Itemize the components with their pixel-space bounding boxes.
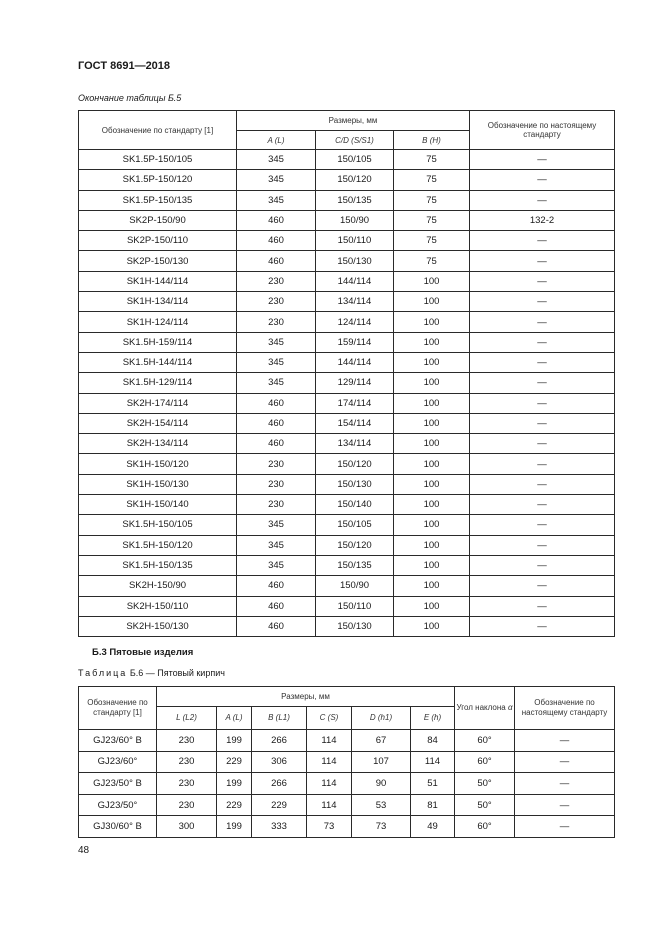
table-cell: 124/114 [316, 312, 394, 332]
table-cell: 230 [237, 292, 316, 312]
table-cell: 100 [394, 515, 470, 535]
table-cell: — [470, 474, 615, 494]
table-cell: 460 [237, 251, 316, 271]
table-row [79, 190, 615, 210]
table-row [79, 393, 615, 413]
table-cell: SK2H-174/114 [79, 393, 237, 413]
table-row [79, 474, 615, 494]
table-cell: — [470, 312, 615, 332]
table-cell: 75 [394, 231, 470, 251]
table-row [79, 794, 615, 816]
table-row [79, 373, 615, 393]
header-sizes: Размеры, мм [237, 111, 470, 131]
table-cell: 100 [394, 434, 470, 454]
table-cell: — [470, 413, 615, 433]
document-title: ГОСТ 8691—2018 [78, 60, 171, 72]
table-cell: 144/114 [316, 271, 394, 291]
table-cell: — [470, 150, 615, 170]
table-cell: 159/114 [316, 332, 394, 352]
table-cell: 73 [352, 816, 411, 838]
table-cell: 345 [237, 150, 316, 170]
table-cell: 114 [307, 794, 352, 816]
table-row [79, 292, 615, 312]
table-cell: 100 [394, 596, 470, 616]
header-b: B (H) [394, 131, 470, 150]
table-cell: SK1H-124/114 [79, 312, 237, 332]
table-cell: 345 [237, 332, 316, 352]
table-cell: 266 [252, 730, 307, 752]
table-cell: — [470, 576, 615, 596]
table-cell: 150/105 [316, 515, 394, 535]
table-cell: 230 [157, 773, 217, 795]
table-cell: 230 [237, 474, 316, 494]
table-cell: 150/130 [316, 474, 394, 494]
table-cell: 49 [411, 816, 455, 838]
table-cell: SK1H-134/114 [79, 292, 237, 312]
table-row [79, 596, 615, 616]
table-cell: 114 [411, 751, 455, 773]
table-cell: 100 [394, 373, 470, 393]
table-cell: 114 [307, 751, 352, 773]
table-cell: SK1.5H-159/114 [79, 332, 237, 352]
header-angle-symbol: α [507, 703, 513, 712]
table-cell: 75 [394, 190, 470, 210]
table-cell: 154/114 [316, 413, 394, 433]
table-cell: 100 [394, 352, 470, 372]
table-cell: 75 [394, 251, 470, 271]
table-cell: — [470, 332, 615, 352]
table-cell: 75 [394, 210, 470, 230]
table-cell: 199 [217, 773, 252, 795]
table-cell: — [470, 190, 615, 210]
table-row [79, 170, 615, 190]
table-cell: GJ30/60° B [79, 816, 157, 838]
table-cell: SK2P-150/130 [79, 251, 237, 271]
table-cell: 460 [237, 210, 316, 230]
table-cell: 150/120 [316, 535, 394, 555]
table-cell: 100 [394, 393, 470, 413]
table-cell: 73 [307, 816, 352, 838]
table-cell: 134/114 [316, 434, 394, 454]
table-cell: 230 [237, 312, 316, 332]
table-cell: SK2P-150/90 [79, 210, 237, 230]
table-cell: — [470, 231, 615, 251]
table-cell: 150/120 [316, 454, 394, 474]
header-current-designation: Обозначение по настоящему стандарту [470, 111, 615, 150]
table-cell: 150/110 [316, 596, 394, 616]
table-cell: 75 [394, 150, 470, 170]
table-cell: — [470, 251, 615, 271]
table-cell: 100 [394, 332, 470, 352]
header-cd: C/D (S/S1) [316, 131, 394, 150]
table-b6-title: Б.6 — Пятовый кирпич [129, 668, 225, 678]
table-cell: 150/90 [316, 576, 394, 596]
header-current-designation: Обозначение по настоящему стандарту [515, 687, 615, 730]
table-cell: 50° [455, 773, 515, 795]
header-b: B (L1) [252, 707, 307, 730]
table-row [79, 332, 615, 352]
table-cell: 230 [157, 751, 217, 773]
header-d: D (h1) [352, 707, 411, 730]
table-cell: — [470, 352, 615, 372]
table-cell: 345 [237, 555, 316, 575]
table-cell: 100 [394, 535, 470, 555]
table-cell: 150/110 [316, 231, 394, 251]
table-cell: 199 [217, 816, 252, 838]
header-angle-label: Угол наклона [456, 703, 506, 712]
table-row [79, 816, 615, 838]
table-cell: 150/90 [316, 210, 394, 230]
table-cell: — [470, 292, 615, 312]
table-cell: 345 [237, 190, 316, 210]
table-cell: 100 [394, 271, 470, 291]
header-designation: Обозначение по стандарту [1] [79, 111, 237, 150]
table-cell: 460 [237, 596, 316, 616]
table-cell: 50° [455, 794, 515, 816]
table-cell: — [470, 434, 615, 454]
header-sizes: Размеры, мм [157, 687, 455, 707]
table-row [79, 773, 615, 795]
table-cell: 230 [237, 495, 316, 515]
table-cell: 90 [352, 773, 411, 795]
table-row [79, 251, 615, 271]
table-row [79, 616, 615, 636]
table-cell: 345 [237, 373, 316, 393]
table-cell: 51 [411, 773, 455, 795]
table-cell: SK2P-150/110 [79, 231, 237, 251]
table-cell: SK1H-150/130 [79, 474, 237, 494]
table-cell: 300 [157, 816, 217, 838]
header-a: A (L) [217, 707, 252, 730]
table-cell: 230 [237, 454, 316, 474]
table-cell: 460 [237, 413, 316, 433]
table-cell: 100 [394, 474, 470, 494]
table-cell: 345 [237, 352, 316, 372]
table-row [79, 515, 615, 535]
table-cell: 345 [237, 170, 316, 190]
table-cell: 100 [394, 495, 470, 515]
table-word: Таблица [78, 668, 128, 678]
table-row [79, 352, 615, 372]
table-b6-caption [78, 668, 225, 678]
table-cell: SK1H-150/140 [79, 495, 237, 515]
table-cell: 100 [394, 616, 470, 636]
table-row [79, 555, 615, 575]
table-row [79, 434, 615, 454]
table-b5-caption: Окончание таблицы Б.5 [78, 93, 182, 103]
table-cell: GJ23/50° B [79, 773, 157, 795]
table-cell: 230 [157, 794, 217, 816]
table-cell: SK1.5P-150/105 [79, 150, 237, 170]
table-cell: 460 [237, 434, 316, 454]
table-cell: SK1.5P-150/120 [79, 170, 237, 190]
table-cell: — [470, 454, 615, 474]
table-cell: SK2H-134/114 [79, 434, 237, 454]
table-cell: 174/114 [316, 393, 394, 413]
table-row [79, 210, 615, 230]
table-row [79, 231, 615, 251]
header-angle [455, 687, 515, 730]
table-row [79, 730, 615, 752]
table-b5-body [79, 150, 615, 637]
table-cell: SK1.5H-150/135 [79, 555, 237, 575]
table-cell: GJ23/60° [79, 751, 157, 773]
table-cell: — [470, 495, 615, 515]
table-cell: SK2H-150/130 [79, 616, 237, 636]
table-cell: 229 [217, 794, 252, 816]
table-cell: GJ23/50° [79, 794, 157, 816]
table-cell: SK1H-150/120 [79, 454, 237, 474]
header-l: L (L2) [157, 707, 217, 730]
section-heading: Б.3 Пятовые изделия [92, 647, 194, 658]
table-b5 [78, 110, 615, 637]
table-cell: — [470, 515, 615, 535]
table-cell: SK2H-150/90 [79, 576, 237, 596]
table-cell: 129/114 [316, 373, 394, 393]
table-cell: 150/130 [316, 251, 394, 271]
table-cell: 345 [237, 515, 316, 535]
table-cell: — [470, 393, 615, 413]
table-row [79, 535, 615, 555]
table-cell: 134/114 [316, 292, 394, 312]
table-cell: — [515, 773, 615, 795]
table-cell: 100 [394, 454, 470, 474]
table-cell: SK1H-144/114 [79, 271, 237, 291]
table-cell: 230 [157, 730, 217, 752]
table-cell: 100 [394, 413, 470, 433]
header-a: A (L) [237, 131, 316, 150]
table-cell: 266 [252, 773, 307, 795]
table-cell: — [515, 816, 615, 838]
table-cell: SK2H-150/110 [79, 596, 237, 616]
table-cell: SK1.5H-150/105 [79, 515, 237, 535]
table-row [79, 271, 615, 291]
table-cell: 460 [237, 576, 316, 596]
table-cell: 144/114 [316, 352, 394, 372]
table-cell: 84 [411, 730, 455, 752]
table-cell: 229 [252, 794, 307, 816]
table-cell: 100 [394, 576, 470, 596]
table-cell: 460 [237, 393, 316, 413]
table-cell: — [470, 373, 615, 393]
table-row [79, 454, 615, 474]
table-cell: 150/130 [316, 616, 394, 636]
table-cell: 150/135 [316, 555, 394, 575]
table-cell: 114 [307, 730, 352, 752]
table-cell: — [470, 535, 615, 555]
table-cell: — [470, 555, 615, 575]
table-cell: 132-2 [470, 210, 615, 230]
table-cell: 345 [237, 535, 316, 555]
table-cell: 60° [455, 751, 515, 773]
table-b6-body [79, 730, 615, 838]
table-cell: 306 [252, 751, 307, 773]
table-b6 [78, 686, 615, 838]
table-cell: 100 [394, 292, 470, 312]
table-cell: 150/105 [316, 150, 394, 170]
table-cell: 100 [394, 555, 470, 575]
table-row [79, 576, 615, 596]
table-row [79, 312, 615, 332]
header-c: C (S) [307, 707, 352, 730]
table-cell: — [470, 616, 615, 636]
table-cell: — [470, 596, 615, 616]
table-cell: 460 [237, 231, 316, 251]
table-row [79, 413, 615, 433]
table-cell: 333 [252, 816, 307, 838]
table-row [79, 150, 615, 170]
table-cell: 60° [455, 816, 515, 838]
table-cell: — [515, 730, 615, 752]
table-cell: 229 [217, 751, 252, 773]
table-cell: SK1.5H-144/114 [79, 352, 237, 372]
page-number: 48 [78, 845, 90, 856]
table-cell: 107 [352, 751, 411, 773]
table-cell: 150/135 [316, 190, 394, 210]
table-cell: SK1.5P-150/135 [79, 190, 237, 210]
table-cell: — [470, 271, 615, 291]
table-cell: 60° [455, 730, 515, 752]
table-cell: — [515, 794, 615, 816]
header-designation: Обозначение по стандарту [1] [79, 687, 157, 730]
table-cell: 199 [217, 730, 252, 752]
table-cell: GJ23/60° B [79, 730, 157, 752]
table-cell: — [470, 170, 615, 190]
table-cell: 81 [411, 794, 455, 816]
table-cell: 100 [394, 312, 470, 332]
table-cell: 150/120 [316, 170, 394, 190]
table-cell: SK1.5H-129/114 [79, 373, 237, 393]
table-cell: — [515, 751, 615, 773]
table-cell: 53 [352, 794, 411, 816]
table-cell: SK1.5H-150/120 [79, 535, 237, 555]
table-cell: SK2H-154/114 [79, 413, 237, 433]
table-cell: 460 [237, 616, 316, 636]
table-cell: 114 [307, 773, 352, 795]
table-row [79, 751, 615, 773]
table-row [79, 495, 615, 515]
table-cell: 230 [237, 271, 316, 291]
table-cell: 67 [352, 730, 411, 752]
table-cell: 150/140 [316, 495, 394, 515]
header-e: E (h) [411, 707, 455, 730]
table-cell: 75 [394, 170, 470, 190]
